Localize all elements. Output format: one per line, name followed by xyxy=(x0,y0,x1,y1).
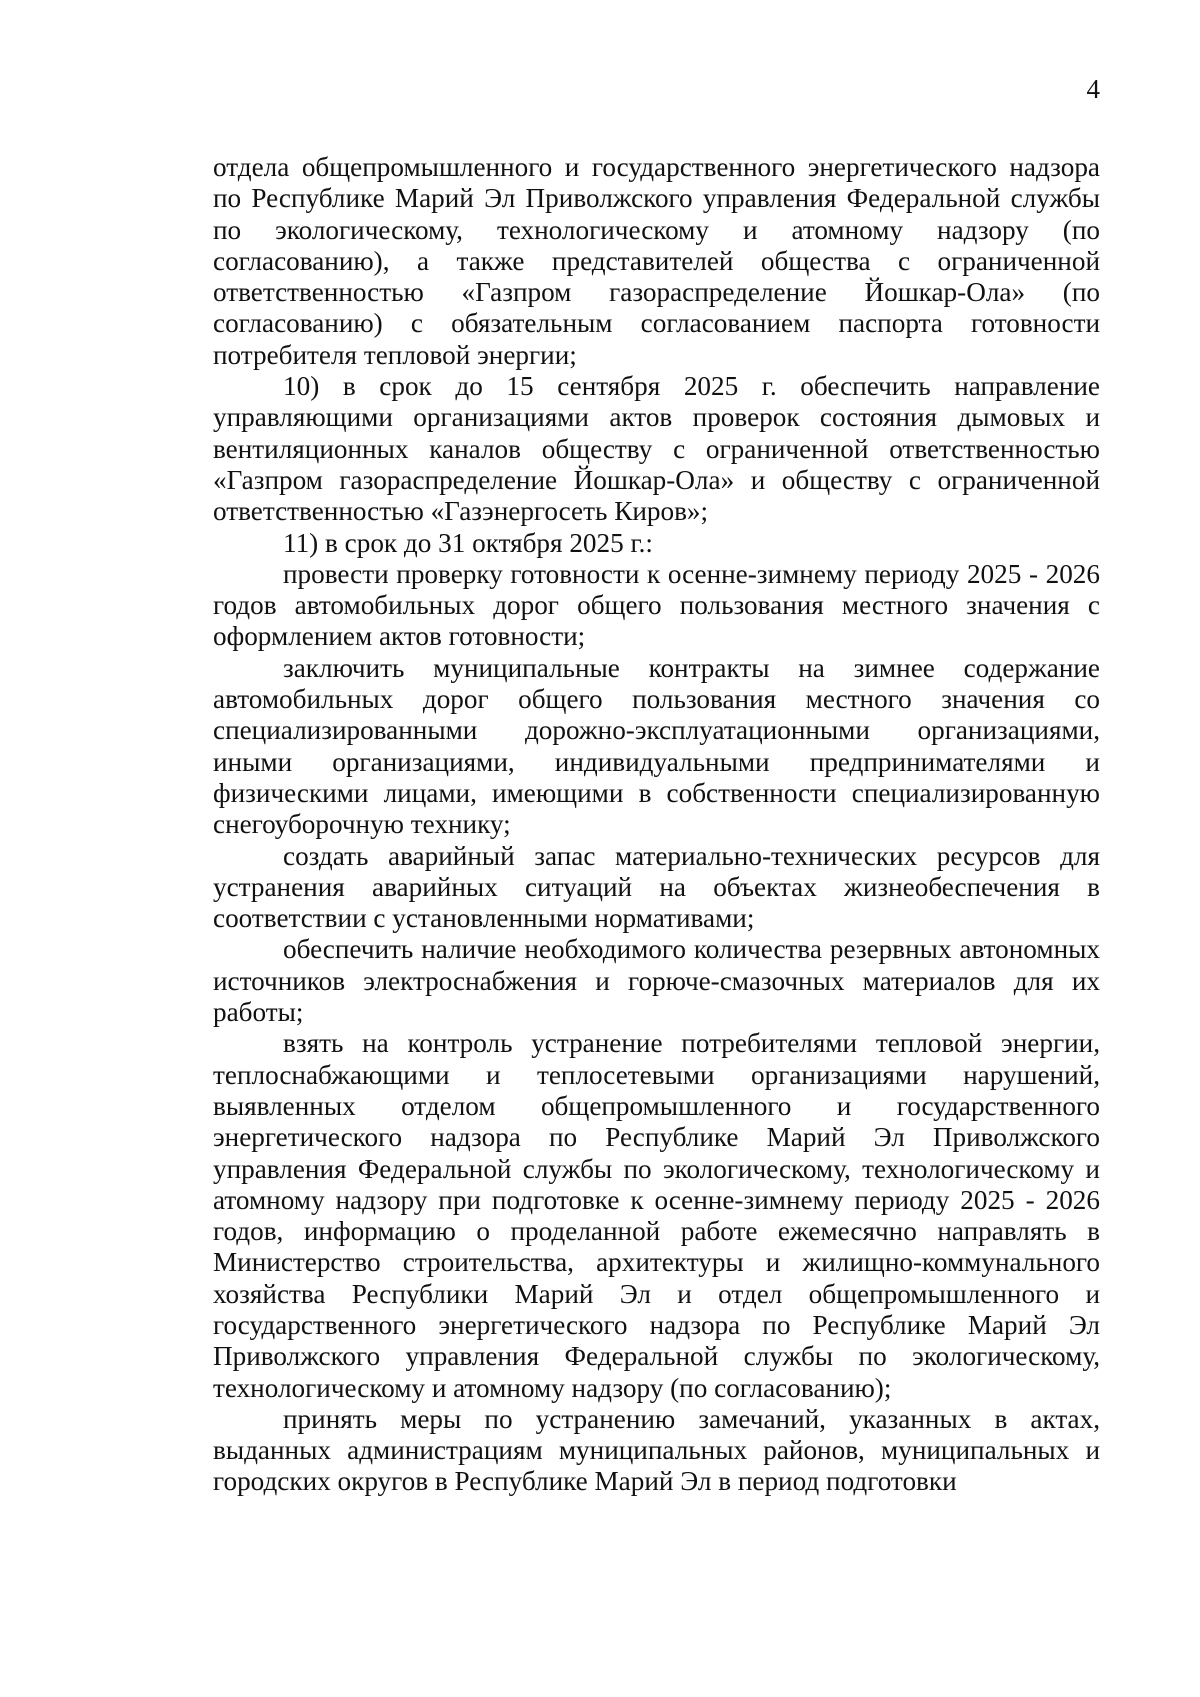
paragraph-item-10: 10) в срок до 15 сентября 2025 г. обеспечить направление управляющими организациями актов проверок состояния дымовых и вентиляционных каналов обществу с ограниченной ответственностью «Газпром газораспределение Йошкар-Ола» и обществу с ограниченной ответственностью «Газэнергосеть Киров»; xyxy=(213,371,1100,527)
paragraph-item-11: 11) в срок до 31 октября 2025 г.: xyxy=(283,527,653,558)
paragraph-emergency-reserve: создать аварийный запас материально-технических ресурсов для устранения аварийных ситуаций на объектах жизнеобеспечения в соответствии с установленными нормативами; xyxy=(213,840,1100,934)
paragraph-roads-check: провести проверку готовности к осенне-зимнему периоду 2025 - 2026 годов автомобильных дорог общего пользования местного значения с оформлением актов готовности; xyxy=(213,558,1100,652)
page-number: 4 xyxy=(1086,74,1100,104)
paragraph-violations-control: взять на контроль устранение потребителями тепловой энергии, теплоснабжающими и теплосетевыми организациями нарушений, выявленных отделом общепромышленного и государственного энергетического надзора по Республике Марий Эл Приволжского управления Федеральной службы по экологическому, технологическому и атомному надзору при подготовке к осенне-зимнему периоду 2025 - 2026 годов, информацию о проделанной работе ежемесячно направлять в Министерство строительства, архитектуры и жилищно-коммунального хозяйства Республики Марий Эл и отдел общепромышленного и государственного энергетического надзора по Республике Марий Эл Приволжского управления Федеральной службы по экологическому, технологическому и атомному надзору (по согласованию); xyxy=(213,1028,1100,1403)
paragraph-remarks-elimination: принять меры по устранению замечаний, указанных в актах, выданных администрациям муниципальных районов, муниципальных и городских округов в Республике Марий Эл в период подготовки xyxy=(213,1403,1100,1497)
paragraph-backup-power: обеспечить наличие необходимого количества резервных автономных источников электроснабжения и горюче-смазочных материалов для их работы; xyxy=(213,934,1100,1028)
paragraph-winter-contracts: заключить муниципальные контракты на зимнее содержание автомобильных дорог общего пользования местного значения со специализированными дорожно-эксплуатационными организациями, иными организациями, индивидуальными предпринимателями и физическими лицами, имеющими в собственности специализированную снегоуборочную технику; xyxy=(213,652,1100,840)
paragraph-continuation: отдела общепромышленного и государственного энергетического надзора по Республике Марий Эл Приволжского управления Федеральной службы по экологическому, технологическому и атомному надзору (по согласованию), а также представителей общества с ограниченной ответственностью «Газпром газораспределение Йошкар-Ола» (по согласованию) с обязательным согласованием паспорта готовности потребителя тепловой энергии; xyxy=(213,152,1100,370)
document-body xyxy=(213,152,1100,1498)
